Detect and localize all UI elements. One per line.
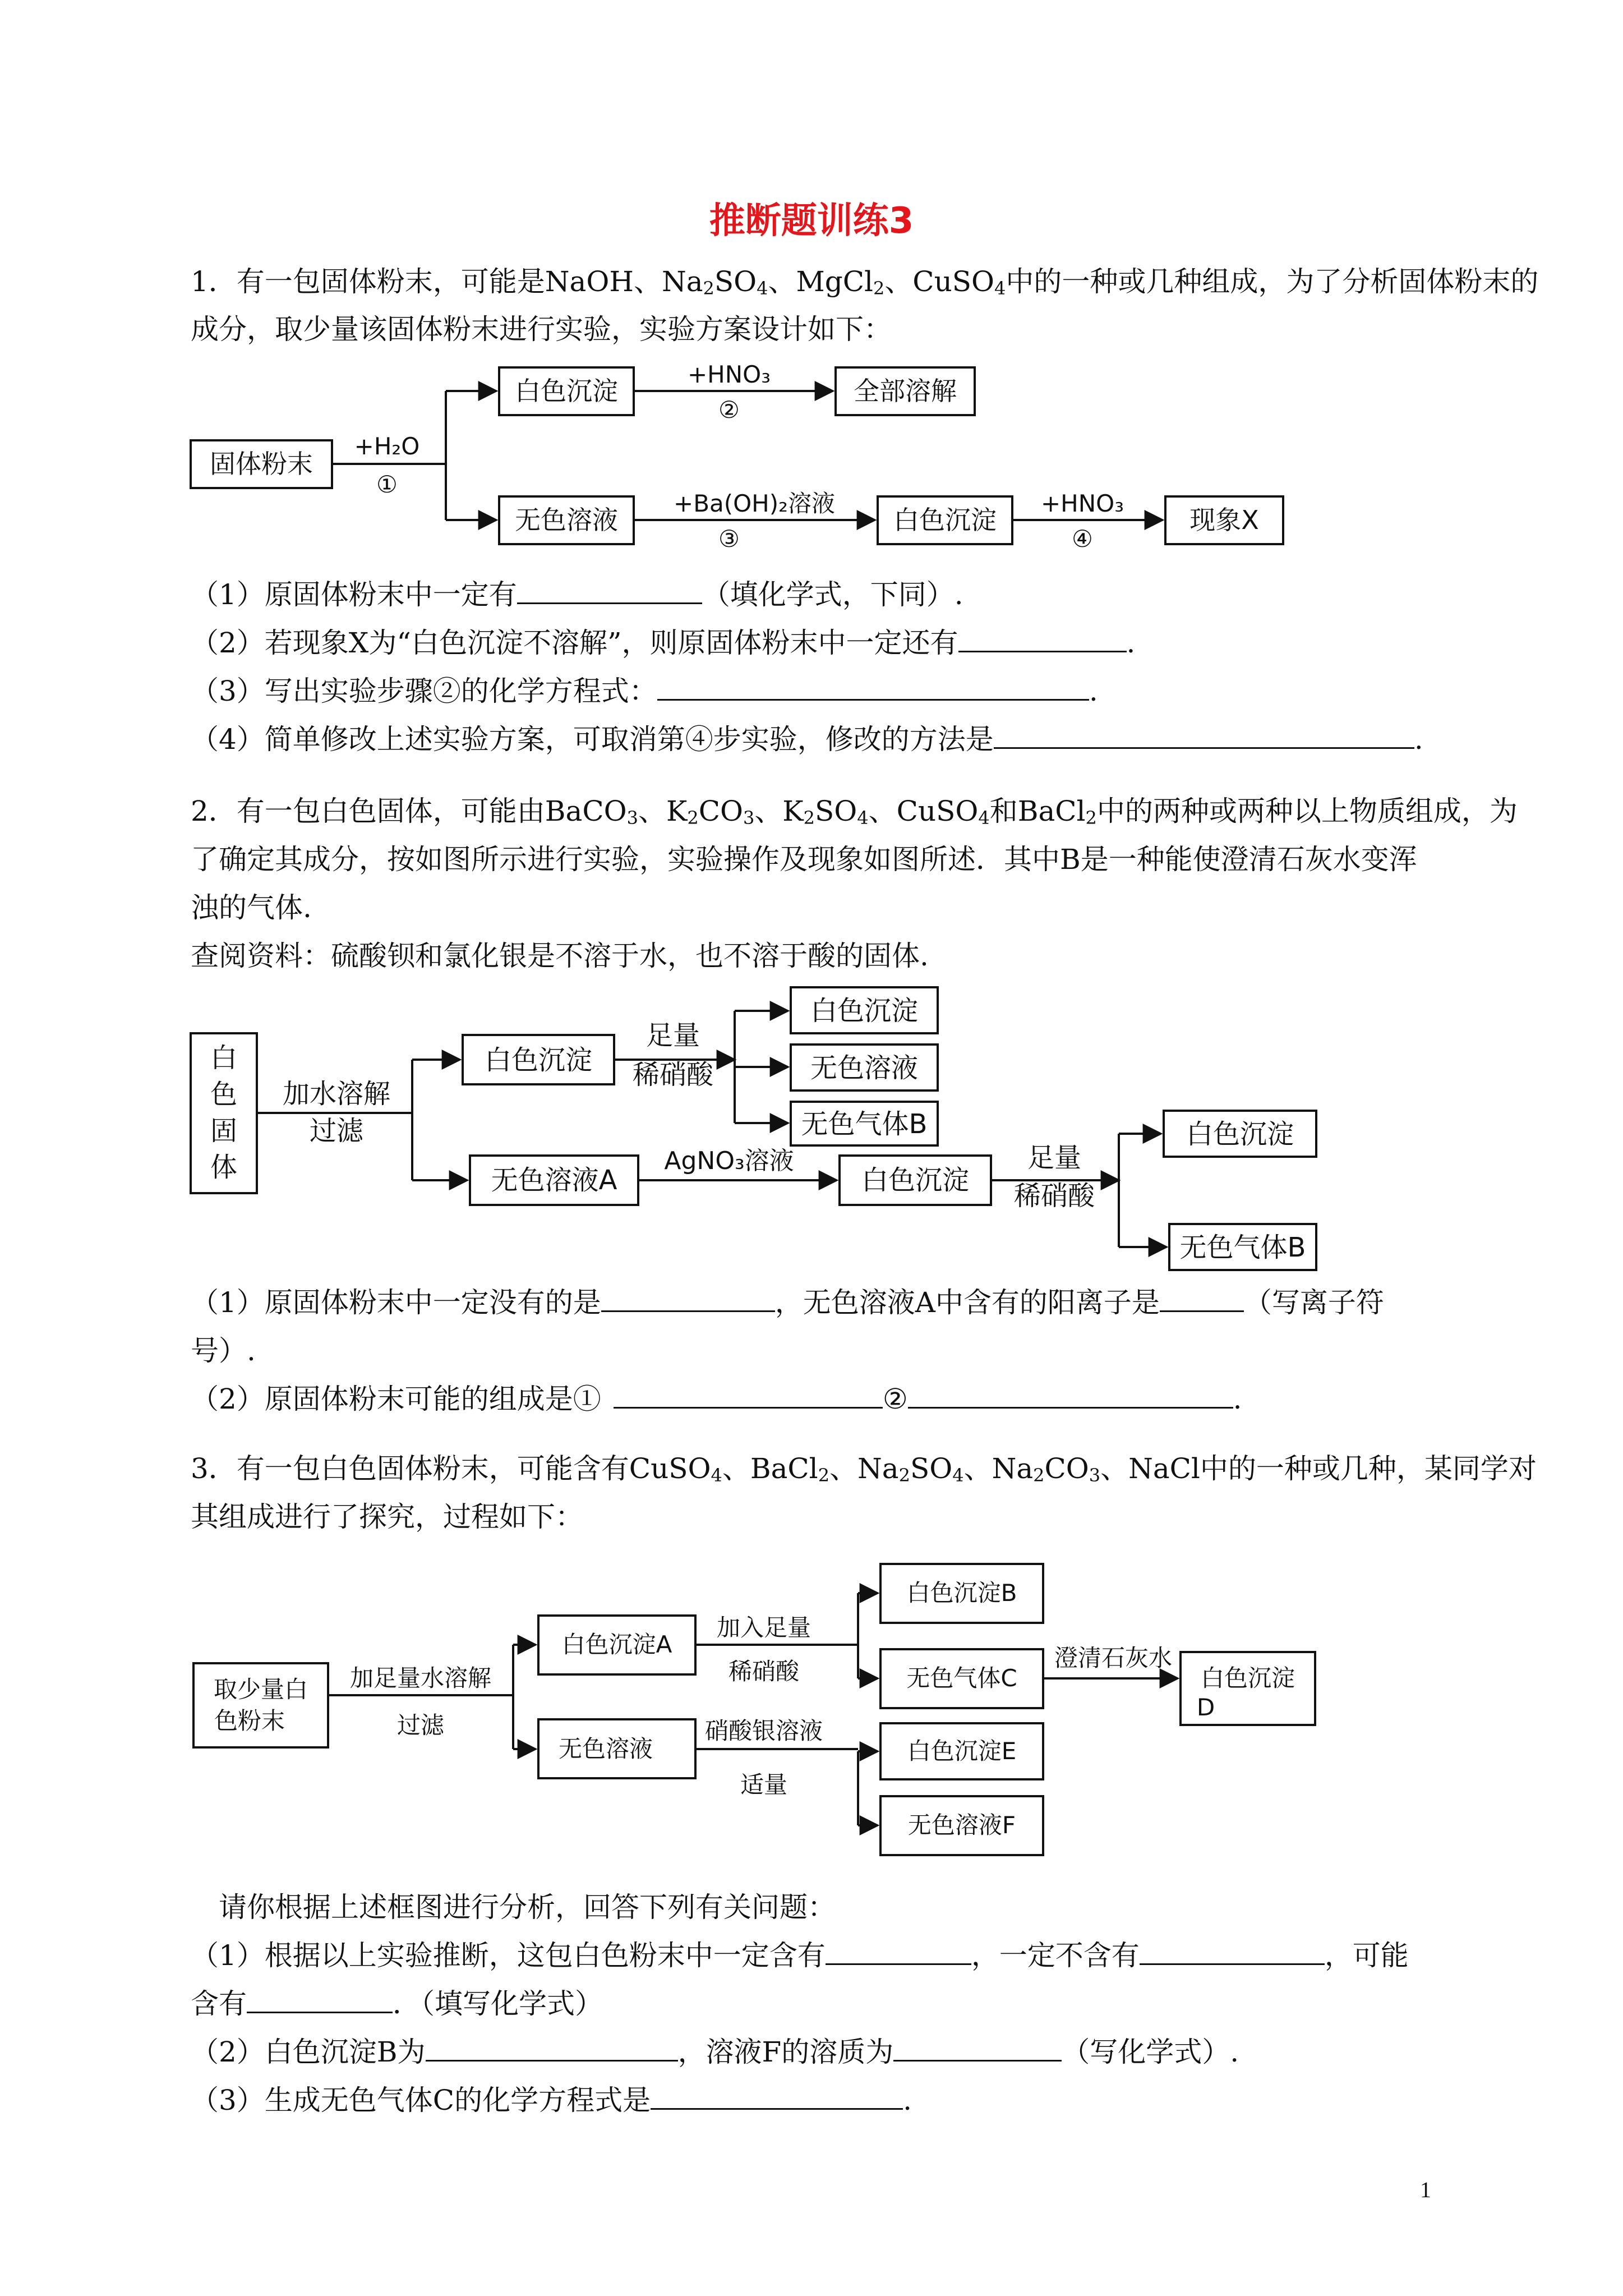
- q2-sub1-blank1[interactable]: [601, 1286, 775, 1312]
- q3-top-r2-label: 无色气体C: [906, 1664, 1017, 1692]
- q2-stem-line1: 2．有一包白色固体，可能由BaCO$_3$、$K_2CO_3$、$K_2SO_4$、CuSO$_4$和BaCl$_2$中的两种或两种以上物质组成，为: [191, 795, 1518, 829]
- q1-stem-line1: 1．有一包固体粉末，可能是NaOH、$Na_2SO_4$、MgCl$_2$、CuSO$_4$中的一种或几种组成，为了分析固体粉末的: [191, 265, 1539, 299]
- q1-step3-num: ③: [718, 525, 740, 553]
- q2-bottom-reagent2-b: 稀硝酸: [1013, 1180, 1095, 1212]
- q3-start-b: 色粉末: [214, 1707, 285, 1734]
- q2-sub1: （1）原固体粉末中一定没有的是 ，无色溶液A中含有的阳离子是 （写离子符: [191, 1286, 1384, 1319]
- q2-bottom-r1-label: 白色沉淀: [1186, 1119, 1294, 1150]
- q2-start-char4: 体: [210, 1152, 238, 1183]
- q2-sub2-blank2[interactable]: [908, 1382, 1233, 1409]
- q2-top-r3-label: 无色气体B: [801, 1108, 928, 1140]
- q2-bottom-box-label: 无色溶液A: [491, 1165, 617, 1196]
- q3-top-box-label: 白色沉淀A: [561, 1631, 672, 1658]
- q2-start-char2: 色: [210, 1079, 238, 1110]
- q3-bottom-reagent-a: 硝酸银溶液: [704, 1717, 823, 1745]
- q3-bottom-box-label: 无色溶液: [558, 1735, 653, 1763]
- q1-step1-num: ①: [376, 471, 398, 498]
- q2-top-reagent-a: 足量: [645, 1020, 700, 1051]
- q3-step1-b: 过滤: [396, 1711, 445, 1739]
- q3-final-b: D: [1196, 1694, 1215, 1721]
- q1-step2-reagent: +HNO₃: [687, 361, 771, 388]
- q3-sub2: （2）白色沉淀B为 ，溶液F的溶质为 （写化学式）.: [191, 2036, 1239, 2068]
- q1-step3-reagent: +Ba(OH)₂溶液: [674, 490, 835, 517]
- q3-top-reagent-b: 稀硝酸: [728, 1658, 800, 1685]
- q1-stem-line2: 成分，取少量该固体粉末进行实验，实验方案设计如下：: [191, 313, 892, 346]
- q3-sub2-blank2[interactable]: [893, 2035, 1062, 2062]
- q3-sub1-blank2[interactable]: [1140, 1939, 1325, 1965]
- q2-step1-b: 过滤: [309, 1115, 364, 1147]
- q2-sub2-blank1[interactable]: [614, 1382, 883, 1409]
- q1-flow-diagram: [0, 353, 1623, 567]
- q2-top-r1-label: 白色沉淀: [810, 995, 919, 1027]
- q3-sub1: （1）根据以上实验推断，这包白色粉末中一定含有 ，一定不含有 ，可能: [191, 1939, 1409, 1972]
- q1-sub3: （3）写出实验步骤②的化学方程式： .: [191, 675, 1098, 707]
- q1-sub4: （4）简单修改上述实验方案，可取消第④步实验，修改的方法是 .: [191, 723, 1423, 756]
- q3-flow-diagram: [0, 1548, 1623, 1862]
- q3-stem-line2: 其组成进行了探究，过程如下：: [191, 1501, 583, 1533]
- q2-stem-line3: 浊的气体.: [191, 891, 312, 924]
- q1-step4-num: ④: [1072, 525, 1093, 553]
- q1-bottom-mid-label: 白色沉淀: [893, 505, 997, 535]
- q3-sub1-blank3[interactable]: [247, 1987, 393, 2013]
- page-title: 推断题训练3: [709, 200, 914, 242]
- q2-flow-diagram: [0, 982, 1623, 1273]
- q1-start-label: 固体粉末: [210, 449, 313, 479]
- q1-sub1-blank[interactable]: [517, 578, 702, 604]
- q2-bottom-mid-label: 白色沉淀: [861, 1165, 970, 1196]
- q3-sub1-blank1[interactable]: [826, 1939, 971, 1965]
- q1-step2-num: ②: [718, 396, 740, 424]
- q2-stem-line2: 了确定其成分，按如图所示进行实验，实验操作及现象如图所述．其中B是一种能使澄清石灰水变浑: [191, 843, 1417, 876]
- q3-bottom-reagent-b: 适量: [740, 1771, 788, 1798]
- q2-sub1-cont: 号）.: [191, 1335, 256, 1367]
- q2-bottom-reagent2-a: 足量: [1027, 1142, 1082, 1174]
- q3-bottom-r2-label: 无色溶液F: [907, 1811, 1016, 1839]
- q1-bottom-result-label: 现象X: [1189, 505, 1259, 535]
- q2-note: 查阅资料：硫酸钡和氯化银是不溶于水，也不溶于酸的固体.: [191, 940, 929, 972]
- q3-top-reagent-a: 加入足量: [716, 1614, 811, 1641]
- q3-top-r1-label: 白色沉淀B: [906, 1579, 1017, 1607]
- q3-stem-line1: 3．有一包白色固体粉末，可能含有CuSO$_4$、BaCl$_2$、$Na_2SO_4$、$Na_2CO_3$、NaCl中的一种或几种，某同学对: [191, 1452, 1537, 1486]
- q2-start-char1: 白: [210, 1042, 238, 1074]
- q3-sub2-blank1[interactable]: [426, 2035, 678, 2062]
- q1-sub4-blank[interactable]: [994, 723, 1414, 749]
- q1-sub3-blank[interactable]: [657, 674, 1089, 701]
- page-number: 1: [1420, 2177, 1431, 2202]
- q1-sub2-blank[interactable]: [958, 626, 1127, 652]
- q1-step4-reagent: +HNO₃: [1040, 490, 1124, 517]
- q1-top-result-label: 全部溶解: [854, 376, 957, 406]
- q1-step1-reagent: +H₂O: [354, 432, 420, 460]
- q2-bottom-r2-label: 无色气体B: [1179, 1232, 1306, 1263]
- q2-step1-a: 加水溶解: [282, 1078, 391, 1110]
- q3-bottom-r1-label: 白色沉淀E: [907, 1737, 1017, 1765]
- q3-intro: 请你根据上述框图进行分析，回答下列有关问题：: [219, 1891, 836, 1924]
- q3-lime-label: 澄清石灰水: [1054, 1644, 1173, 1672]
- q3-sub1-cont: 含有 ．（填写化学式）: [191, 1987, 603, 2020]
- q2-top-reagent-b: 稀硝酸: [632, 1059, 714, 1091]
- q1-bottom-box-label: 无色溶液: [515, 505, 618, 535]
- q2-top-r2-label: 无色溶液: [810, 1052, 919, 1084]
- q2-top-box-label: 白色沉淀: [484, 1045, 593, 1076]
- q3-start-a: 取少量白: [213, 1676, 308, 1703]
- q1-sub2: （2）若现象X为“白色沉淀不溶解”，则原固体粉末中一定还有 .: [191, 627, 1136, 659]
- q3-final-a: 白色沉淀: [1200, 1664, 1295, 1692]
- q2-sub1-blank2[interactable]: [1160, 1286, 1244, 1312]
- q3-sub3-blank[interactable]: [651, 2083, 903, 2110]
- q1-top-box-label: 白色沉淀: [515, 376, 618, 406]
- q2-sub2: （2）原固体粉末可能的组成是① ② .: [191, 1383, 1242, 1415]
- q1-sub1: （1）原固体粉末中一定有 （填化学式，下同）.: [191, 578, 963, 611]
- q2-bottom-reagent: AgNO₃溶液: [664, 1147, 794, 1175]
- q3-sub3: （3）生成无色气体C的化学方程式是 .: [191, 2084, 912, 2116]
- q3-step1-a: 加足量水溶解: [349, 1664, 492, 1692]
- q2-start-char3: 固: [210, 1115, 238, 1147]
